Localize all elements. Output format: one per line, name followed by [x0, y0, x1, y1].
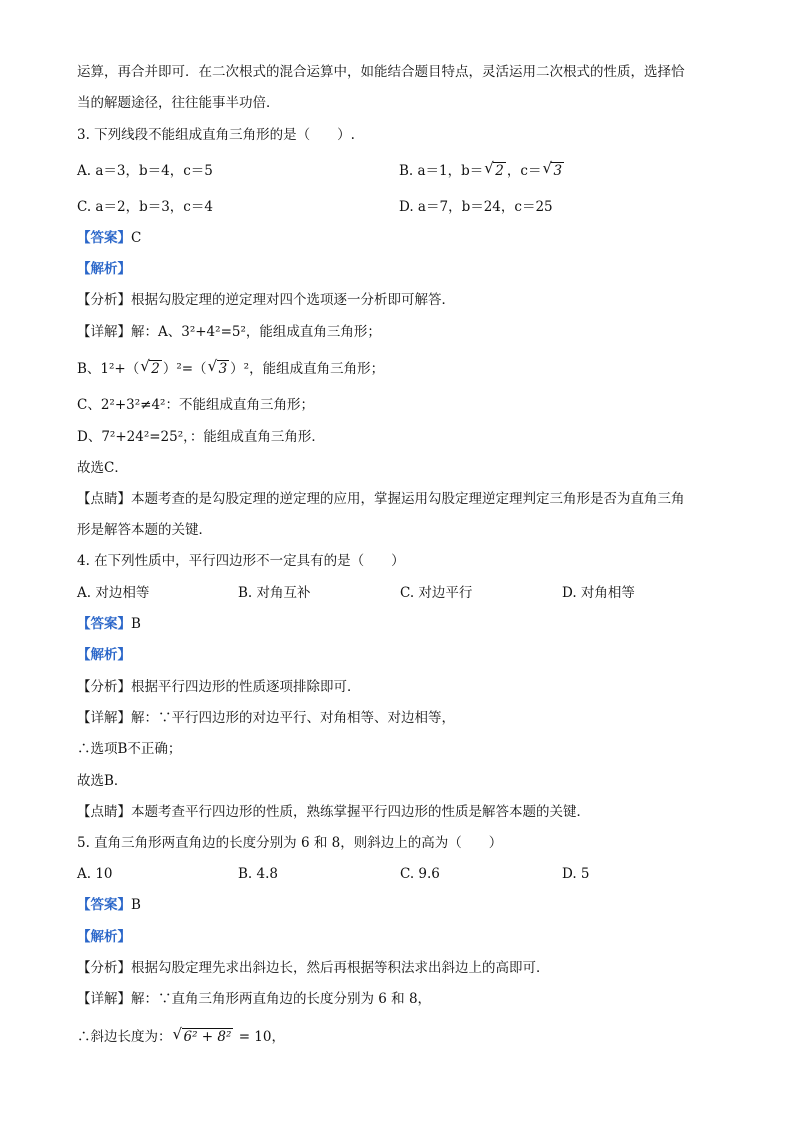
dianjing-tag: 【点睛】 — [77, 804, 131, 820]
analysis-tag: 【解析】 — [77, 647, 131, 663]
q5-fenxi — [77, 958, 550, 978]
q3-option-d: D. a＝7，b＝24，c＝25 — [399, 199, 553, 215]
xiangjie-tag: 【详解】 — [77, 710, 131, 726]
q3-line-d: D、7²+24²=25²，：能组成直角三角形． — [77, 429, 325, 445]
sqrt-symbol: √ 6² + 8² — [172, 1025, 232, 1045]
sqrt-symbol: √ 2 — [140, 357, 160, 377]
line-b-mid: ）²=（ — [162, 361, 207, 377]
q5-option-d: D. 5 — [562, 866, 590, 882]
q3-option-c: C. a＝2，b＝3，c＝4 — [77, 199, 213, 215]
q3-fenxi — [77, 290, 455, 310]
q3-option-b-mid: ，c＝ — [506, 163, 542, 179]
q4-xiangjie — [77, 708, 455, 728]
xiangjie-text: 解：A、3²+4²=5²，能组成直角三角形； — [131, 324, 381, 340]
answer-value: B — [131, 897, 141, 913]
q4-option-a: A. 对边相等 — [77, 585, 150, 601]
xiangjie-text: 解：∵直角三角形两直角边的长度分别为 6 和 8， — [131, 991, 432, 1007]
q5-answer — [77, 895, 141, 915]
q3-option-b — [399, 161, 565, 181]
q5-option-a: A. 10 — [77, 866, 113, 882]
q3-stem: 3. 下列线段不能组成直角三角形的是（ ）. — [77, 127, 355, 143]
intro-line-2: 当的解题途径，往往能事半功倍． — [77, 95, 280, 111]
intro-line-1: 运算，再合并即可．在二次根式的混合运算中，如能结合题目特点，灵活运用二次根式的性质，选择恰 — [77, 64, 685, 80]
q3-option-b-prefix: B. a＝1，b＝ — [399, 163, 484, 179]
q4-option-c: C. 对边平行 — [400, 585, 473, 601]
q4-fenxi — [77, 677, 361, 697]
q5-xiangjie — [77, 989, 431, 1009]
xiangjie-tag: 【详解】 — [77, 324, 131, 340]
q4-option-d: D. 对角相等 — [562, 585, 635, 601]
answer-tag: 【答案】 — [77, 897, 131, 913]
fenxi-text: 根据平行四边形的性质逐项排除即可． — [131, 679, 361, 695]
sqrt-symbol: √ 3 — [542, 159, 563, 179]
radicand: 3 — [553, 163, 563, 179]
radicand: 2 — [495, 163, 504, 179]
answer-value: B — [131, 616, 141, 632]
dianjing-tag: 【点睛】 — [77, 491, 131, 507]
q5-option-b: B. 4.8 — [238, 866, 278, 882]
q3-xiangjie — [77, 322, 381, 342]
last-suffix: = 10， — [234, 1029, 285, 1045]
q4-stem: 4. 在下列性质中，平行四边形不一定具有的是（ ） — [77, 553, 405, 569]
dianjing-text: 本题考查平行四边形的性质，熟练掌握平行四边形的性质是解答本题的关键． — [131, 804, 590, 820]
q3-dianjing-2: 形是解答本题的关键． — [77, 522, 212, 538]
last-prefix: ∴斜边长度为： — [77, 1029, 172, 1045]
q3-line-c: C、2²+3²≠4²：不能组成直角三角形； — [77, 397, 314, 413]
q4-option-b: B. 对角互补 — [238, 585, 311, 601]
answer-tag: 【答案】 — [77, 616, 131, 632]
q4-choice: 故选B． — [77, 773, 128, 789]
q5-option-c: C. 9.6 — [400, 866, 440, 882]
q3-answer — [77, 228, 141, 248]
analysis-tag: 【解析】 — [77, 929, 131, 945]
q3-analysis-tag — [77, 259, 131, 279]
radicand: 6² + 8² — [183, 1029, 232, 1045]
fenxi-tag: 【分析】 — [77, 679, 131, 695]
fenxi-tag: 【分析】 — [77, 292, 131, 308]
xiangjie-tag: 【详解】 — [77, 991, 131, 1007]
q5-last-line — [77, 1027, 285, 1047]
line-b-suffix: ）²，能组成直角三角形； — [230, 361, 385, 377]
q4-analysis-tag — [77, 645, 131, 665]
answer-tag: 【答案】 — [77, 230, 131, 246]
fenxi-tag: 【分析】 — [77, 960, 131, 976]
q3-choice: 故选C． — [77, 460, 128, 476]
radicand: 3 — [218, 361, 228, 377]
q4-answer — [77, 614, 141, 634]
sqrt-symbol: √ 3 — [207, 357, 228, 377]
q4-dianjing — [77, 802, 590, 822]
q5-analysis-tag — [77, 927, 131, 947]
q5-stem: 5. 直角三角形两直角边的长度分别为 6 和 8，则斜边上的高为（ ） — [77, 835, 503, 851]
fenxi-text: 根据勾股定理先求出斜边长，然后再根据等积法求出斜边上的高即可． — [131, 960, 550, 976]
radicand: 2 — [151, 361, 160, 377]
fenxi-text: 根据勾股定理的逆定理对四个选项逐一分析即可解答． — [131, 292, 455, 308]
dianjing-text: 本题考查的是勾股定理的逆定理的应用，掌握运用勾股定理逆定理判定三角形是否为直角三角 — [131, 491, 685, 507]
analysis-tag: 【解析】 — [77, 261, 131, 277]
line-b-prefix: B、1²+（ — [77, 361, 140, 377]
q4-line-2: ∴选项B不正确； — [77, 741, 182, 757]
sqrt-symbol: √ 2 — [484, 159, 504, 179]
q3-option-a: A. a＝3，b＝4，c＝5 — [77, 163, 213, 179]
xiangjie-text: 解：∵平行四边形的对边平行、对角相等、对边相等， — [131, 710, 455, 726]
q3-line-b — [77, 359, 384, 379]
q3-dianjing — [77, 489, 685, 509]
answer-value: C — [131, 230, 142, 246]
